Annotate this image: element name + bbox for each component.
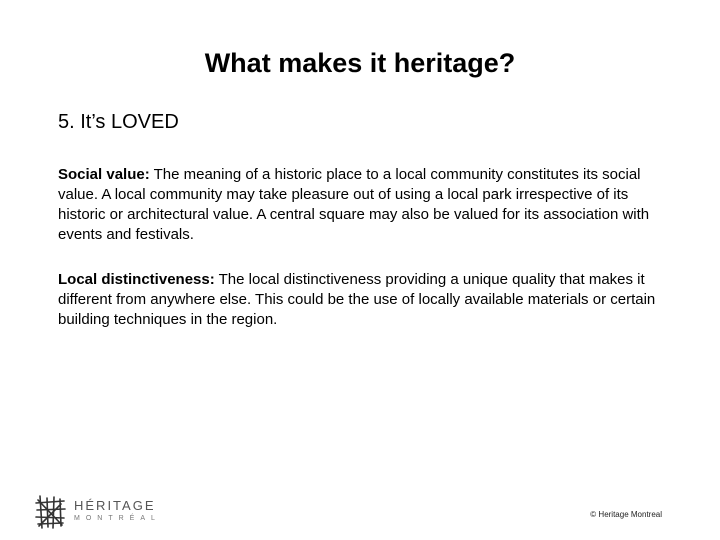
paragraph-local-distinctiveness <box>58 270 658 330</box>
section-heading: 5. It’s LOVED <box>58 111 179 133</box>
paragraph-text: The meaning of a historic place to a local community constitutes its social value. A local community may take pleasure out of using a local park irrespective of its historic or architectural value. A central square may also be valued for its association with events and festivals. <box>58 166 650 243</box>
paragraph-label: Local distinctiveness: <box>58 271 215 288</box>
footer-logo <box>34 494 161 530</box>
paragraph-label: Social value: <box>58 166 150 183</box>
paragraph-text: The local distinctiveness providing a unique quality that makes it different from anywhere else. This could be the use of locally available materials or certain building techniques in the region. <box>58 271 656 328</box>
page-title: What makes it heritage? <box>204 48 516 78</box>
copyright-notice: © Heritage Montreal <box>590 510 662 519</box>
grid-icon <box>34 494 68 530</box>
logo-subtext: MONTRÉAL <box>74 515 161 522</box>
logo-wordmark: HÉRITAGE <box>74 498 156 513</box>
paragraph-social-value <box>58 165 658 245</box>
